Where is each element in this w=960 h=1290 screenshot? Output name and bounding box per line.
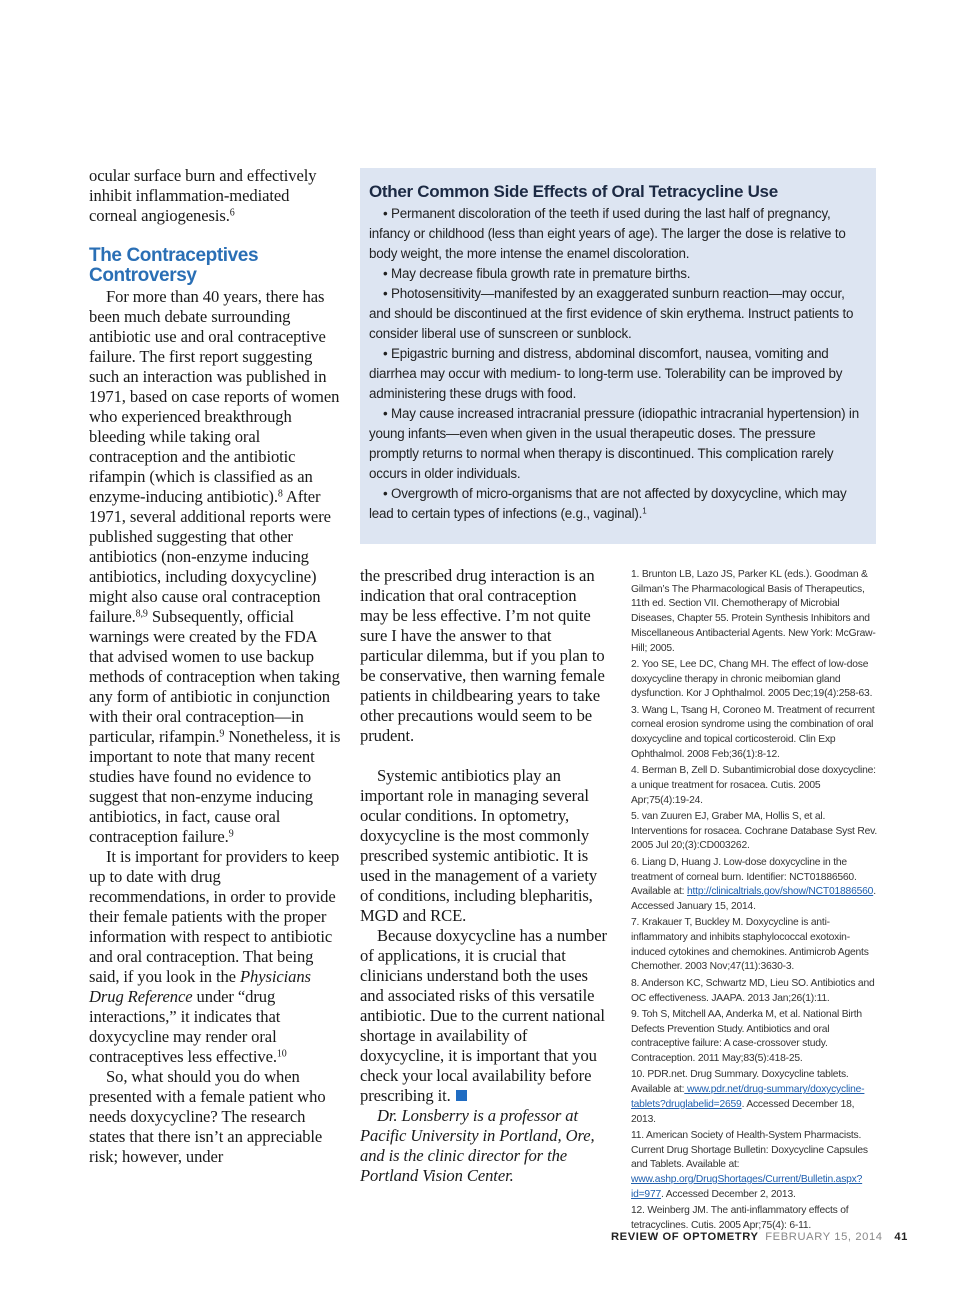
reference-item: 3. Wang L, Tsang H, Coroneo M. Treatment of recurrent corneal erosion syndrome using the combination of oral doxycycline and topical corticosteroid. Clin Exp Ophthalmol. 2008 Feb;36(1):8-12.	[631, 704, 875, 760]
sidebar-bullet: • May cause increased intracranial pressure (idiopathic intracranial hypertension) in young infants—even when given in the usual therapeutic doses. The pressure promptly returns to normal when therapy is discontinued. This complication rarely occurs in older individuals.	[369, 406, 859, 481]
page-number: 41	[894, 1231, 908, 1243]
publication-name: REVIEW OF OPTOMETRY	[611, 1231, 759, 1243]
issue-date: FEBRUARY 15, 2014	[765, 1231, 883, 1243]
reference-item: 4. Berman B, Zell D. Subantimicrobial dose doxycycline: a unique treatment for rosacea. Cutis. 2005 Apr;75(4):19-24.	[631, 765, 876, 806]
left-column	[89, 166, 341, 1167]
body-paragraph: So, what should you do when presented with a female patient who needs doxycycline? The research states that there isn’t an appreciable risk; however, under	[89, 1067, 326, 1166]
reference-item: 10. PDR.net. Drug Summary. Doxycycline tablets. Available at: www.pdr.net/drug-summary/doxycycline-tablets?druglabelid=2659. Accessed December 18, 2013.	[631, 1069, 865, 1125]
body-paragraph: It is important for providers to keep up to date with drug recommendations, in order to provide their female patients with the proper information with respect to antibiotic and oral contraception. That being said, if you look in the Physicians Drug Reference under “drug interactions,” it indicates that doxycycline may render oral contraceptives less effective.$^{10}$	[89, 847, 340, 1066]
reference-link[interactable]: http://clinicaltrials.gov/show/NCT01886560	[686, 886, 874, 898]
reference-link[interactable]: www.ashp.org/DrugShortages/Current/Bulletin.aspx?id=977	[631, 1174, 863, 1200]
body-paragraph: Because doxycycline has a number of applications, it is crucial that clinicians understand both the uses and associated risks of this versatile antibiotic. Due to the current national shortage in availability of doxycycline, it is important that you check your local availability before prescribing it.	[360, 926, 607, 1105]
sidebar-bullet: • May decrease fibula growth rate in premature births.	[383, 266, 691, 281]
side-effects-sidebar	[360, 168, 876, 544]
body-paragraph: Systemic antibiotics play an important role in managing several ocular conditions. In optometry, doxycycline is the most commonly prescribed systemic antibiotic. It is used in the management of a variety of conditions, including blepharitis, MGD and RCE.	[360, 766, 598, 925]
body-paragraph: the prescribed drug interaction is an indication that oral contraception may be less effective. I’m not quite sure I have the answer to that particular dilemma, but if you plan to be conservative, then warning female patients in childbearing years to take other precautions would seem to be prudent.	[360, 566, 605, 745]
middle-column	[360, 566, 608, 1186]
section-heading: The Contraceptives Controversy	[89, 245, 259, 286]
reference-item: 7. Krakauer T, Buckley M. Doxycycline is anti-inflammatory and inhibits staphylococcal exotoxin-induced cytokines and chemokines. Antimicrob Agents Chemother. 2003 Nov;47(11):3630-3.	[631, 917, 869, 973]
body-paragraph: ocular surface burn and effectively inhibit inflammation-mediated corneal angiogenesis.$^6$	[89, 166, 317, 225]
reference-item: 12. Weinberg JM. The anti-inflammatory effects of tetracyclines. Cutis. 2005 Apr;75(4): 6-11.	[631, 1205, 849, 1231]
page-footer	[560, 1231, 908, 1243]
reference-item: 5. van Zuuren EJ, Graber MA, Hollis S, et al. Interventions for rosacea. Cochrane Database Syst Rev. 2005 Jul 20;(3):CD003262.	[631, 811, 877, 852]
reference-item: 9. Toh S, Mitchell AA, Anderka M, et al. National Birth Defects Prevention Study. Antibiotics and oral contraceptive failure: A case-crossover study. Contraception. 2011 May;83(5):418-25.	[631, 1008, 862, 1064]
sidebar-title: Other Common Side Effects of Oral Tetracycline Use	[369, 182, 778, 201]
body-paragraph: For more than 40 years, there has been much debate surrounding antibiotic use and oral contraceptive failure. The first report suggesting such an interaction was published in 1971, based on case reports of women who experienced breakthrough bleeding while taking oral contraception and the antibiotic rifampin (which is classified as an enzyme-inducing antibiotic).$^8$ After 1971, several additional reports were published suggesting that other antibiotics (non-enzyme inducing antibiotics, including doxycycline) might also cause oral contraception failure.$^{8,9}$ Subsequently, official warnings were created by the FDA that advised women to use backup methods of contraception when taking any form of antibiotic in conjunction with their oral contraception—in particular, rifampin.$^9$ Nonetheless, it is important to note that many recent studies have found no evidence to suggest that non-enzyme inducing antibiotics, in fact, cause oral contraception failure.$^9$	[89, 287, 341, 846]
sidebar-bullet: • Epigastric burning and distress, abdominal discomfort, nausea, vomiting and diarrhea may occur with medium- to long-term use. Tolerability can be improved by administering these drugs with food.	[369, 346, 843, 401]
end-mark-square	[456, 1090, 467, 1101]
reference-item: 11. American Society of Health-System Pharmacists. Current Drug Shortage Bulletin: Doxycycline Capsules and Tablets. Available at: www.ashp.org/DrugShortages/Current/Bulletin.aspx?id=977. Accessed December 2, 2013.	[631, 1129, 868, 1200]
references-list	[631, 568, 879, 1235]
sidebar-bullet: • Photosensitivity—manifested by an exaggerated sunburn reaction—may occur, and should be discontinued at the first evidence of skin erythema. Instruct patients to consider liberal use of sunscreen or sunblock.	[369, 286, 854, 341]
sidebar-bullet: • Permanent discoloration of the teeth if used during the last half of pregnancy, infancy or childhood (less than eight years of age). The larger the dose is relative to body weight, the more intense the enamel discoloration.	[369, 206, 846, 261]
reference-item: 8. Anderson KC, Schwartz MD, Lieu SO. Antibiotics and OC effectiveness. JAAPA. 2013 Jan;26(1):11.	[631, 977, 875, 1004]
reference-item: 1. Brunton LB, Lazo JS, Parker KL (eds.). Goodman & Gilman’s The Pharmacological Basis of Therapeutics, 11th ed. Section VII. Chemotherapy of Microbial Diseases, Chapter 55. Protein Synthesis Inhibitors and Miscellaneous Antibacterial Agents. New York: McGraw-Hill; 2005.	[631, 569, 876, 654]
reference-item: 2. Yoo SE, Lee DC, Chang MH. The effect of low-dose doxycycline therapy in chronic meibomian gland dysfunction. Kor J Ophthalmol. 2005 Dec;19(4):258-63.	[631, 658, 873, 700]
sidebar-bullet: • Overgrowth of micro-organisms that are not affected by doxycycline, which may lead to certain types of infections (e.g., vaginal).$^1$	[369, 486, 847, 521]
reference-item: 6. Liang D, Huang J. Low-dose doxycycline in the treatment of corneal burn. Identifier: NCT01886560. Available at: http://clinicaltrials.gov/show/NCT01886560. Accessed January 15, 2014.	[631, 856, 876, 912]
author-bio: Dr. Lonsberry is a professor at Pacific University in Portland, Ore, and is the clinic director for the Portland Vision Center.	[360, 1106, 595, 1185]
reference-link[interactable]: www.pdr.net/drug-summary/doxycycline-tablets?druglabelid=2659	[631, 1084, 865, 1110]
